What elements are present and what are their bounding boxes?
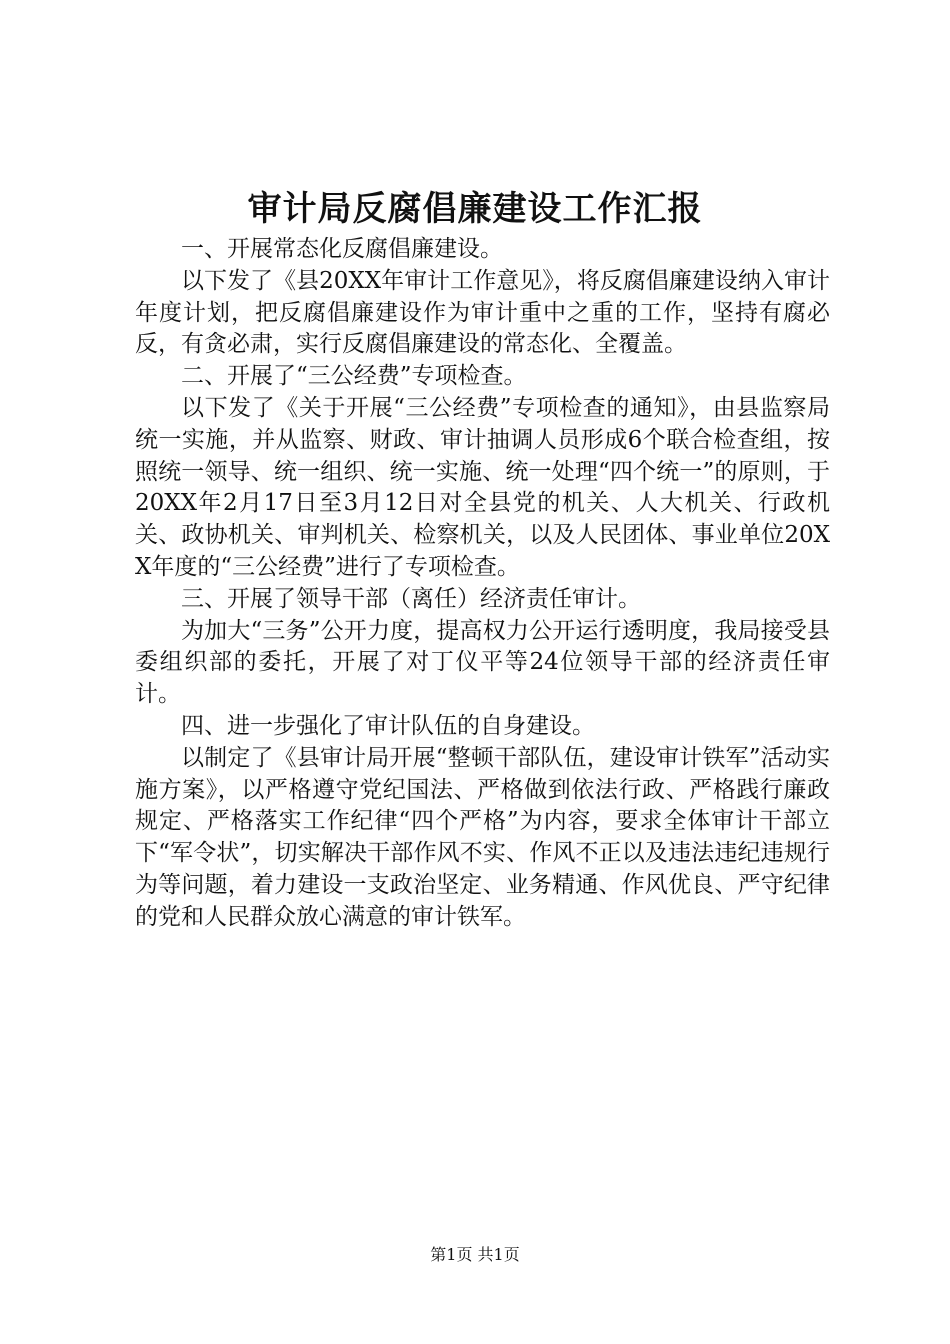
section-paragraph-2: 以下发了《关于开展“三公经费”专项检查的通知》，由县监察局统一实施，并从监察、财政、审计抽调人员形成6个联合检查组，按照统一领导、统一组织、统一实施、统一处理“四个统一”的原则，于20XX年2月17日至3月12日对全县党的机关、人大机关、行政机关、政协机关、审判机关、检察机关，以及人民团体、事业单位20XX年度的“三公经费”进行了专项检查。 <box>135 394 830 580</box>
page-number-footer: 第1页 共1页 <box>430 1245 520 1264</box>
document-body <box>135 234 830 934</box>
section-heading-4: 四、进一步强化了审计队伍的自身建设。 <box>181 712 595 739</box>
section-paragraph-4: 以制定了《县审计局开展“整顿干部队伍，建设审计铁军”活动实施方案》，以严格遵守党纪国法、严格做到依法行政、严格践行廉政规定、严格落实工作纪律“四个严格”为内容，要求全体审计干部立下“军令状”，切实解决干部作风不实、作风不正以及违法违纪违规行为等问题，着力建设一支政治坚定、业务精通、作风优良、严守纪律的党和人民群众放心满意的审计铁军。 <box>135 744 830 930</box>
section-paragraph-3: 为加大“三务”公开力度，提高权力公开运行透明度，我局接受县委组织部的委托，开展了对丁仪平等24位领导干部的经济责任审计。 <box>135 617 830 708</box>
section-paragraph-1: 以下发了《县20XX年审计工作意见》，将反腐倡廉建设纳入审计年度计划，把反腐倡廉建设作为审计重中之重的工作，坚持有腐必反，有贪必肃，实行反腐倡廉建设的常态化、全覆盖。 <box>135 267 830 358</box>
document-title: 审计局反腐倡廉建设工作汇报 <box>247 189 703 229</box>
section-heading-1: 一、开展常态化反腐倡廉建设。 <box>181 236 503 262</box>
section-heading-2: 二、开展了“三公经费”专项检查。 <box>181 363 527 390</box>
section-heading-3: 三、开展了领导干部（离任）经济责任审计。 <box>181 585 641 612</box>
